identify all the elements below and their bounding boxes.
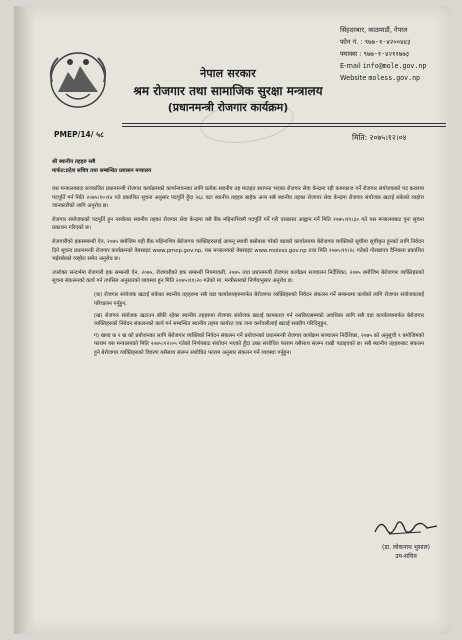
handwritten-signature-icon — [371, 516, 441, 540]
phone-row — [340, 36, 450, 48]
phone-value: ९७७-१-४२००४४३ — [364, 38, 411, 46]
scan-edge-shadow — [14, 6, 36, 634]
government-name: नेपाल सरकार — [200, 67, 256, 80]
email-value: info@mole.gov.np — [362, 62, 427, 70]
signatory-designation: उप-सचिव — [395, 553, 417, 560]
address: सिंहदरबार, काठमाडौं, नेपाल — [340, 26, 408, 34]
paragraph-2: रोजगार संयोजकको पदपूर्ति हुन नसकेका स्थानीय तहका रोजगार सेवा केन्द्रमा यसै बैंक महिनाभित्रमै पदपूर्ति गर्ने गरी दरखास्त आह्वान गर्ने मिति २०७५।११।३० गते यस मन्त्रालयबाट पुनः सूचना प्रकाशन गरिएको छ। — [52, 217, 424, 232]
signature-block — [366, 516, 446, 561]
program-name: (प्रधानमन्त्री रोजगार कार्यक्रम) — [167, 101, 289, 114]
list-item-kha: (ख) रोजगार संयोजक खटाउन बाँकी रहेका स्थानीय तहहरुमा रोजगार संयोजक खटाई कामकाज गर्न नसकिएसम्मको अवधिका लागि सबै वडा कार्यालयमार्फत बेरोजगार व्यक्तिहरुको निवेदन संकलनको कार्य गर्न सम्बन्धित स्थानीय तहमा कार्यरत एक जना कर्मचारीलाई खटाई सक्दीप गरिदिनुहुन, — [94, 312, 424, 328]
signatory-name: (डा. लोकनाथ भुसाल) — [381, 544, 430, 551]
letter-body — [52, 158, 424, 361]
paragraph-4: उपरोक्त सन्दर्भमा रोजगारी हक सम्बन्धी ऐन, २०७५, रोजगारीको हक सम्बन्धी नियमावली, २०७५ तथा प्रधानमन्त्री रोजगार कार्यक्रम सञ्चालन निर्देशिका, २०७५ बमोजिम बेरोजगार व्यक्तिहरुको सूचना संकलनको कार्य गर्न तपसिल अनुसारको व्यवस्था हुन मिति २०७५।११।२० गतेको मा. मन्त्रीस्तरको निर्णयानुसार अनुरोध छ: — [52, 270, 424, 285]
header-rule — [122, 123, 446, 124]
email-row — [340, 60, 450, 72]
website-value: moless.gov.np — [368, 74, 421, 82]
email-label: E-mail — [340, 62, 361, 70]
letter-page — [14, 6, 450, 634]
ministry-name: श्रम रोजगार तथा सामाजिक सुरक्षा मन्त्रालय — [133, 84, 323, 98]
fax-row — [340, 48, 450, 60]
website-row — [340, 72, 450, 84]
list-item-ga: ग) खण्ड क र ख को प्रयोजनका लागि बेरोजगार व्यक्तिको निवेदन संकलन गर्ने प्रयोजनको प्रधानमन्त्री रोजगार कार्यक्रम सञ्चालन निर्देशिका, २०७५ को अनुसूची ९ बमोजिमको फाराम यस मन्त्रालयको मिति २०७५।१२।०५ गतेको निर्णयबाट संशोधन भएको हुँदा उक्त संशोधित फाराम यसैसाथ संलग्न राखी पठाइएको छ। सबै स्थानीय तहहरुबाट संकलन हुने बेरोजगार व्यक्तिहरुको विवरण यसैसाथ संलग्न संशोधित फाराम अनुसार संकलन गर्ने व्यवस्था गर्नुहुन। — [94, 333, 424, 356]
paragraph-1: यस मन्त्रालयबाट सञ्चालित प्रधानमन्त्री रोजगार कार्यक्रमको कार्यान्वयनका लागि प्रत्येक स्थानीय तह मातहत स्थापना भएका रोजगार सेवा केन्द्रमा रही कामकाज गर्ने रोजगार संयोजकको पद करारमा पदपूर्ति गर्न मिति २०७५।१०।१४ गते प्रकाशित सूचना अनुसार पदपूर्ति हुँदा २६८ वटा स्थानीय तहहरु बाहेक अन्य सबै स्थानीय तहका रोजगार सेवा केन्द्रमा रोजगार संयोजक खटाई सकेको व्यहोरा जानकारीको लागि अनुरोध छ। — [52, 186, 424, 209]
header-rule-2 — [122, 126, 446, 127]
phone-label: फोन नं. : — [340, 38, 363, 46]
list-item-ka: (क) रोजगार संयोजक खटाई सकेका स्थानीय तहहरुमा सबै वडा कार्यालयहरुमार्फत बेरोजगार व्यक्तिहरुको निवेदन संकलन गर्ने सम्बन्धमा कार्यको लागि रोजगार संयोजकलाई परिचालन गर्नुहुन, — [94, 292, 424, 307]
paragraph-3: रोजगारीको हकसम्बन्धी ऐन, २०७५ बमोजिम यही बैंक महिनाभित्र बेरोजगार व्यक्तिहरुलाई आफ्नू स्थायी बसोबास गरेको वडाको कार्यालयमा बेरोजगार व्यक्तिको सूचीमा सूचीकृत हुनको लागि निवेदन दिने सूचना प्रधानमन्त्री रोजगार कार्यक्रमको वेबसाइट www.pmep.gov.np, यस मन्त्रालयको वेबसाइट www.moless.gov.np तथा मिति २०७५।११।२८ गतेको गोरखापत्र दैनिकमा प्रकाशित भईसकेको व्यहोरा समेत अनुरोध छ। — [52, 239, 424, 262]
reference-number: PMEP/14/ ५८ — [54, 130, 104, 139]
government-emblem-icon — [46, 48, 110, 110]
website-label: Website — [340, 74, 367, 82]
letter-date: मिति: २०७५।१२।०४ — [352, 133, 407, 142]
fax-value: ९७७-१-४२११७७३ — [363, 50, 410, 58]
contact-block — [340, 24, 450, 84]
addressee-sub: मार्फत:प्रदेश सचिव तथा सम्बन्धित प्रशासन मन्त्रालय — [52, 168, 152, 175]
fax-label: फ्याक्स : — [340, 50, 362, 58]
instruction-list — [52, 291, 424, 356]
addressee: श्री स्थानीय तहहरु सबै — [52, 159, 96, 165]
